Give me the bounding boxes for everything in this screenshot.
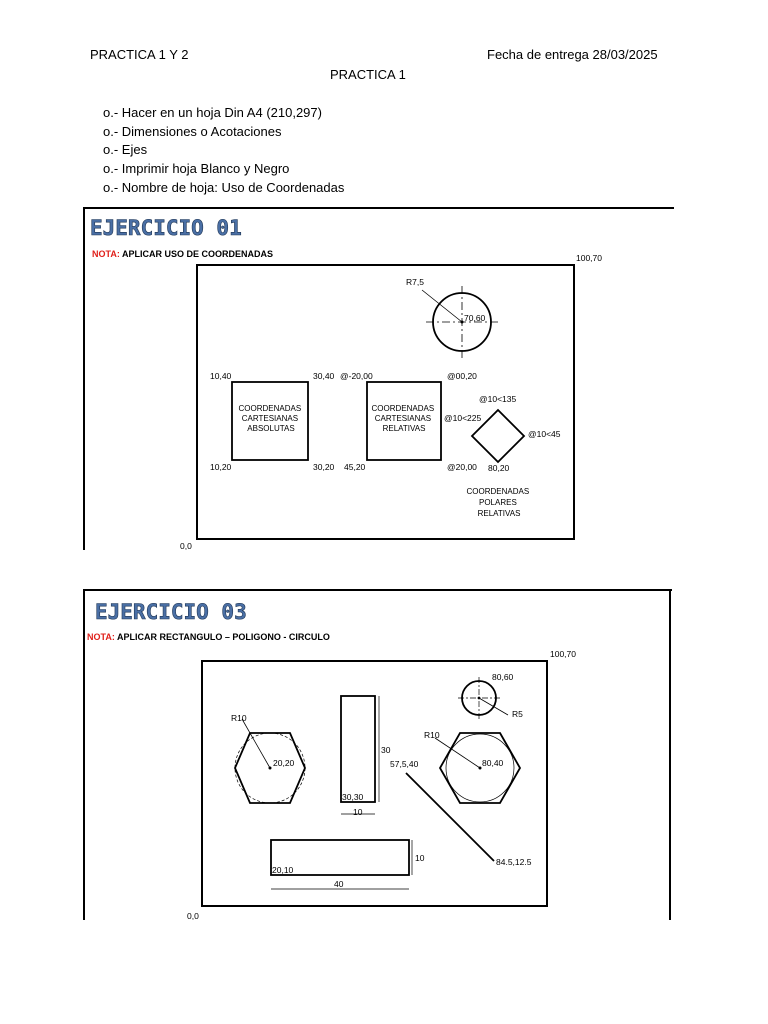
vertical-rect-corner-label: 30,30 xyxy=(342,792,364,802)
rel-top-left-label: @-20,00 xyxy=(340,371,373,381)
rel-top-right-label: @00,20 xyxy=(447,371,477,381)
vertical-rectangle xyxy=(341,696,375,802)
abs-bottom-right-label: 30,20 xyxy=(313,462,335,472)
header-practice-number: PRACTICA 1 xyxy=(330,67,406,82)
instruction-item: o.- Dimensiones o Acotaciones xyxy=(103,123,282,139)
vertical-rect-width-label: 10 xyxy=(353,807,363,817)
abs-bottom-left-label: 10,20 xyxy=(210,462,232,472)
small-circle-radius-label: R5 xyxy=(512,709,523,719)
circle-radius-label: R7,5 xyxy=(406,277,424,287)
polar-top-label: @10<135 xyxy=(479,394,517,404)
exercise-note: NOTA: APLICAR RECTANGULO – POLIGONO - CIRCULO xyxy=(87,632,330,642)
instruction-item: o.- Ejes xyxy=(103,142,148,158)
instruction-item: o.- Imprimir hoja Blanco y Negro xyxy=(103,161,290,177)
horizontal-rect-corner-label: 20,10 xyxy=(272,865,294,875)
abs-top-right-label: 30,40 xyxy=(313,371,335,381)
header-due-date: Fecha de entrega 28/03/2025 xyxy=(487,47,658,62)
corner-coordinate-top: 100,70 xyxy=(550,649,576,659)
corner-coordinate-top: 100,70 xyxy=(576,253,602,263)
exercise-note: NOTA: APLICAR USO DE COORDENADAS xyxy=(92,249,274,259)
absolute-square-caption: COORDENADAS CARTESIANAS ABSOLUTAS xyxy=(238,404,302,433)
instruction-item: o.- Hacer en un hoja Din A4 (210,297) xyxy=(103,105,322,120)
exercise-title: EJERCICIO 03 xyxy=(95,600,247,624)
instruction-item: o.- Nombre de hoja: Uso de Coordenadas xyxy=(103,179,345,195)
hexagon-2-radius-label: R10 xyxy=(424,730,440,740)
horizontal-rect-height-label: 10 xyxy=(415,853,425,863)
radius-leader-line xyxy=(422,290,462,322)
exercise-title: EJERCICIO 01 xyxy=(90,216,242,240)
instructions-list xyxy=(103,104,344,198)
rel-bottom-left-label: 45,20 xyxy=(344,462,366,472)
exercise-03-drawing xyxy=(82,588,674,922)
circle-center-label: 70,60 xyxy=(464,313,486,323)
horizontal-rect-width-label: 40 xyxy=(334,879,344,889)
polar-diamond-caption: COORDENADAS POLARES RELATIVAS xyxy=(466,487,530,518)
rel-bottom-right-label: @20,00 xyxy=(447,462,477,472)
hexagon-1-radius-label: R10 xyxy=(231,713,247,723)
abs-top-left-label: 10,40 xyxy=(210,371,232,381)
line-end-label: 84.5,12.5 xyxy=(496,857,532,867)
polar-right-label: @10<45 xyxy=(528,429,561,439)
corner-coordinate-origin: 0,0 xyxy=(180,541,192,551)
polar-left-label: @10<225 xyxy=(444,413,482,423)
hexagon-1-center-label: 20,20 xyxy=(273,758,295,768)
line-start-label: 57,5,40 xyxy=(390,759,419,769)
polar-bottom-label: 80,20 xyxy=(488,463,510,473)
exercise-01-drawing xyxy=(82,206,676,552)
relative-square-caption: COORDENADAS CARTESIANAS RELATIVAS xyxy=(371,404,435,433)
small-circle-radius-leader xyxy=(479,698,508,715)
hexagon-2-center-label: 80,40 xyxy=(482,758,504,768)
header-practice-title: PRACTICA 1 Y 2 xyxy=(90,47,189,62)
vertical-rect-height-label: 30 xyxy=(381,745,391,755)
corner-coordinate-origin: 0,0 xyxy=(187,911,199,921)
small-circle-center-label: 80,60 xyxy=(492,672,514,682)
